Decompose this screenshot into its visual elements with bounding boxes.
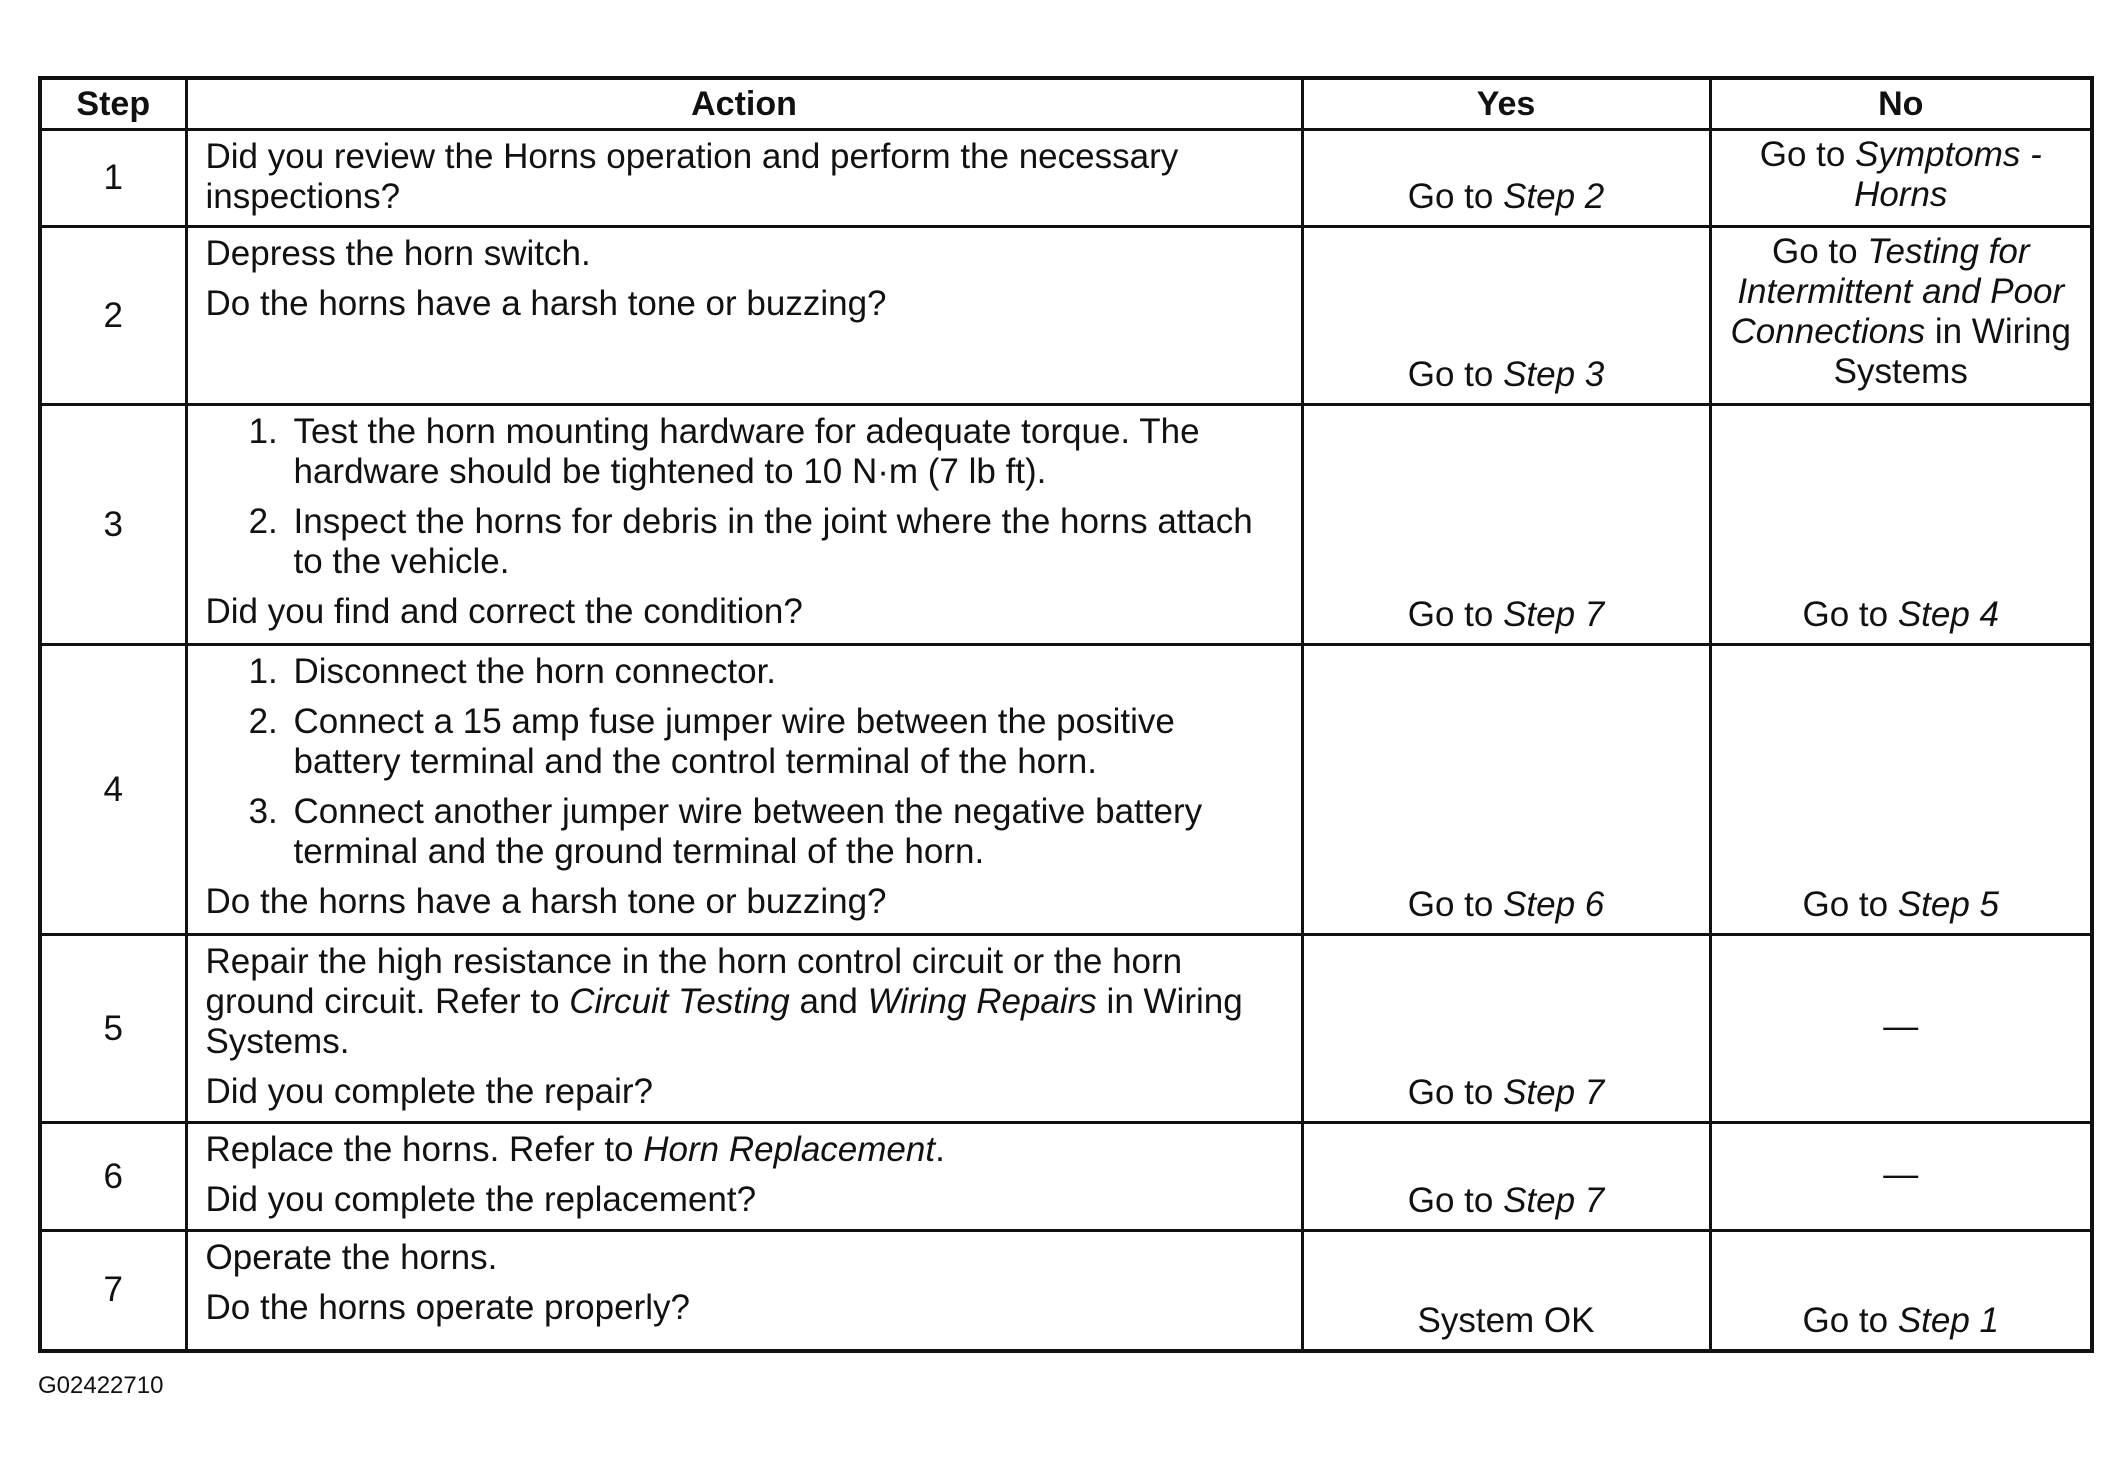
- action-question: Do the horns have a harsh tone or buzzing?: [205, 882, 887, 921]
- yes-step-link[interactable]: Step 7: [1503, 595, 1605, 634]
- list-item: 2. Inspect the horns for debris in the joint where the horns attach to the vehicle.: [288, 502, 1287, 582]
- circuit-testing-link[interactable]: Circuit Testing: [569, 982, 790, 1021]
- action-question: Do the horns have a harsh tone or buzzing?: [205, 284, 887, 323]
- action-text: Depress the horn switch.: [205, 234, 591, 273]
- action-text: [206, 1130, 1287, 1170]
- yes-prefix: Go to: [1407, 1181, 1504, 1220]
- yes-cell[interactable]: [1302, 645, 1710, 935]
- no-prefix: Go to: [1772, 232, 1868, 271]
- action-question: Did you complete the repair?: [205, 1072, 653, 1111]
- action-text: [206, 942, 1287, 1062]
- table-row: [40, 935, 2092, 1123]
- no-cell[interactable]: [1710, 130, 2092, 227]
- action-cell: [186, 935, 1302, 1123]
- action-question: Did you find and correct the condition?: [205, 592, 803, 631]
- no-cell[interactable]: [1710, 227, 2092, 405]
- no-prefix: Go to: [1802, 885, 1898, 924]
- action-text: Operate the horns.: [205, 1238, 498, 1277]
- action-cell: [186, 130, 1302, 227]
- yes-prefix: Go to: [1407, 1073, 1504, 1112]
- wiring-repairs-link[interactable]: Wiring Repairs: [867, 982, 1097, 1021]
- no-prefix: Go to: [1802, 595, 1898, 634]
- yes-cell[interactable]: [1302, 935, 1710, 1123]
- header-yes: Yes: [1302, 78, 1710, 130]
- header-row: [40, 78, 2092, 130]
- table-row: [40, 1123, 2092, 1231]
- action-text-part: .: [935, 1130, 945, 1169]
- action-cell: [186, 1123, 1302, 1231]
- action-cell: [186, 1231, 1302, 1351]
- yes-cell: System OK: [1302, 1231, 1710, 1351]
- list-item: 1. Disconnect the horn connector.: [288, 652, 1287, 692]
- yes-cell[interactable]: [1302, 227, 1710, 405]
- action-question: Did you complete the replacement?: [205, 1180, 757, 1219]
- table-row: [40, 130, 2092, 227]
- yes-step-link[interactable]: Step 6: [1503, 885, 1605, 924]
- yes-cell[interactable]: [1302, 1123, 1710, 1231]
- no-step-link[interactable]: Step 1: [1897, 1300, 2000, 1340]
- list-item: 3. Connect another jumper wire between the negative battery terminal and the ground terminal of the horn.: [288, 792, 1287, 872]
- yes-prefix: Go to: [1407, 355, 1504, 394]
- no-testing-link[interactable]: Testing for Intermittent and Poor Connections: [1730, 232, 2065, 351]
- no-prefix: Go to: [1759, 135, 1856, 174]
- horn-replacement-link[interactable]: Horn Replacement: [643, 1130, 936, 1169]
- no-cell: [1710, 1123, 2092, 1231]
- yes-prefix: Go to: [1407, 885, 1504, 924]
- yes-step-link[interactable]: Step 7: [1503, 1181, 1605, 1220]
- action-text-part: Repair the high resistance in the horn control circuit or the horn ground circuit. Refer to: [205, 942, 1183, 1021]
- step-number: 6: [40, 1123, 186, 1231]
- table-row: [40, 405, 2092, 645]
- action-list: [206, 652, 1287, 872]
- action-list: [206, 412, 1287, 582]
- no-step-link[interactable]: Step 5: [1897, 885, 2000, 924]
- no-symptoms-link[interactable]: Symptoms - Horns: [1854, 135, 2042, 214]
- yes-cell[interactable]: [1302, 405, 1710, 645]
- no-cell[interactable]: [1710, 405, 2092, 645]
- header-no: No: [1710, 78, 2092, 130]
- header-action: Action: [186, 78, 1302, 130]
- yes-cell[interactable]: [1302, 130, 1710, 227]
- action-text-part: in Wiring Systems.: [205, 982, 1243, 1061]
- table-row: [40, 1231, 2092, 1351]
- no-suffix: in Wiring Systems: [1833, 312, 2071, 391]
- action-text-part: and: [789, 982, 868, 1021]
- step-number: 7: [40, 1231, 186, 1351]
- no-cell[interactable]: [1710, 1231, 2092, 1351]
- step-number: 2: [40, 227, 186, 405]
- action-cell: [186, 405, 1302, 645]
- action-text: Did you review the Horns operation and perform the necessary inspections?: [205, 137, 1179, 216]
- action-cell: [186, 227, 1302, 405]
- step-number: 1: [40, 130, 186, 227]
- figure-id: G02422710: [38, 1372, 164, 1399]
- no-prefix: Go to: [1802, 1300, 1898, 1340]
- step-number: 4: [40, 645, 186, 935]
- no-dash: —: [1883, 1006, 1919, 1046]
- yes-step-link[interactable]: Step 3: [1503, 355, 1605, 394]
- action-text-part: Replace the horns. Refer to: [205, 1130, 644, 1169]
- header-step: Step: [40, 78, 186, 130]
- action-question: Do the horns operate properly?: [205, 1288, 690, 1327]
- step-number: 5: [40, 935, 186, 1123]
- table-row: [40, 227, 2092, 405]
- yes-step-link[interactable]: Step 2: [1503, 177, 1605, 216]
- yes-step-link[interactable]: Step 7: [1503, 1073, 1605, 1112]
- no-dash: —: [1883, 1154, 1919, 1194]
- step-number: 3: [40, 405, 186, 645]
- no-cell[interactable]: [1710, 645, 2092, 935]
- yes-prefix: Go to: [1407, 177, 1504, 216]
- action-cell: [186, 645, 1302, 935]
- no-cell: [1710, 935, 2092, 1123]
- no-step-link[interactable]: Step 4: [1897, 595, 2000, 634]
- table-row: [40, 645, 2092, 935]
- diagnostic-table: [38, 76, 2094, 1353]
- list-item: 1. Test the horn mounting hardware for adequate torque. The hardware should be tightened to 10 N·m (7 lb ft).: [288, 412, 1287, 492]
- yes-prefix: Go to: [1407, 595, 1504, 634]
- list-item: 2. Connect a 15 amp fuse jumper wire between the positive battery terminal and the control terminal of the horn.: [288, 702, 1287, 782]
